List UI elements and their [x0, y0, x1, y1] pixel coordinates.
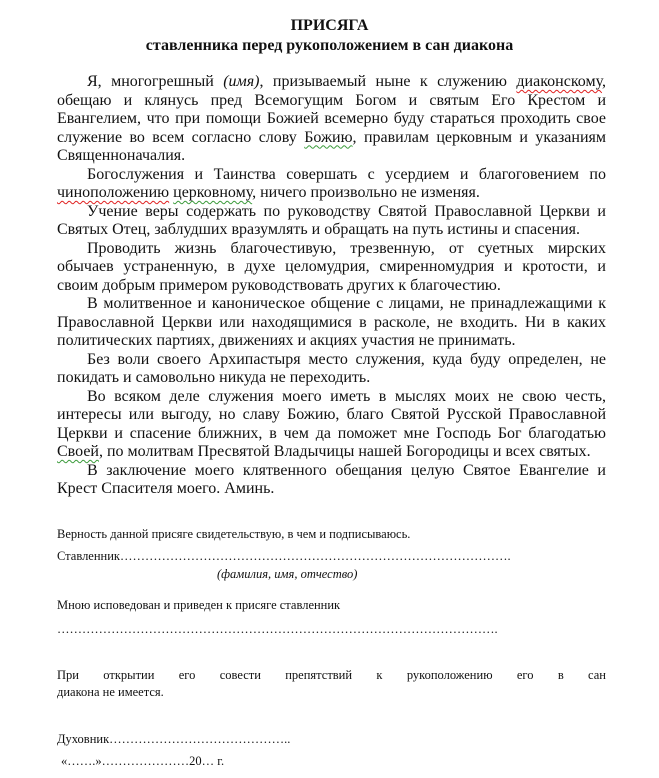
- text-line: [57, 221, 606, 240]
- candidate-signature-line: Ставленник………………………………………………………………………………….: [57, 549, 511, 563]
- text-segment: Евангелием, что при помощи Божией всемерно буду стараться проходить свое: [57, 110, 606, 127]
- text-segment: Православной Церкви или находящимися в расколе, не входить. Ни в каких: [57, 313, 606, 331]
- text-segment: своим добрым примером руководствовать других к благочестию.: [57, 276, 501, 294]
- text-segment: Учение веры содержать по руководству Святой Православной Церкви и: [87, 202, 606, 220]
- date-line: «…….»…………………20… г.: [61, 754, 225, 768]
- document-subtitle: ставленника перед рукоположением в сан диакона: [145, 37, 514, 54]
- text-segment: , правилам церковным и указаниям: [352, 128, 606, 146]
- text-line: [57, 277, 606, 296]
- text-line: [57, 351, 606, 370]
- text-segment: политических партиях, движениях и акциях участия не принимать.: [57, 332, 516, 349]
- text-segment: Церкви и спасение ближних, в чем да поможет мне Господь Бог благодатью: [57, 424, 606, 442]
- text-line: [57, 332, 606, 351]
- paragraph: [57, 351, 606, 388]
- text-line: [57, 314, 606, 333]
- paragraph: [57, 388, 606, 462]
- text-segment: , по молитвам Пресвятой Владычицы нашей Богородицы и всех святых.: [98, 443, 591, 460]
- paragraph: [57, 462, 606, 499]
- text-segment: В заключение моего клятвенного обещания целую Святое Евангелие и: [87, 461, 606, 479]
- text-segment: покидать и самовольно никуда не переходить.: [57, 369, 371, 386]
- text-segment: обещаю и клянусь пред Всемогущим Богом и святым Его Крестом и: [57, 91, 606, 109]
- witness-text: Верность данной присяге свидетельствую, в чем и подписываюсь.: [57, 527, 411, 541]
- text-segment: Без воли своего Архипастыря место служения, куда буду определен, не: [87, 350, 606, 368]
- text-segment: ,: [602, 73, 606, 90]
- spellcheck-marked-word: Божию: [304, 128, 353, 146]
- text-segment: Крест Спасителя моего. Аминь.: [57, 480, 275, 497]
- spellcheck-marked-word: Своей: [57, 443, 99, 460]
- name-placeholder: (имя): [223, 73, 260, 90]
- text-line: [57, 258, 606, 277]
- text-line: [57, 92, 606, 111]
- paragraph: [57, 203, 606, 240]
- spellcheck-marked-word: диаконскому: [516, 73, 602, 90]
- text-line: [57, 480, 606, 499]
- text-segment: , призываемый ныне к служению: [259, 73, 517, 90]
- spellcheck-marked-word: церковному: [173, 184, 253, 201]
- candidate-name-blank: …………………………………………………………………………………………….: [57, 622, 498, 636]
- text-line: [57, 425, 606, 444]
- text-segment: Я, многогрешный: [87, 73, 224, 90]
- text-line: [57, 110, 606, 129]
- text-line: [57, 203, 606, 222]
- text-line: [57, 443, 606, 462]
- paragraph: [57, 73, 606, 166]
- text-line: [57, 369, 606, 388]
- text-segment: , ничего произвольно не изменяя.: [252, 184, 480, 201]
- spellcheck-marked-word: чиноположению: [57, 184, 170, 201]
- text-segment: интересы или выгоду, но славу Божию, благо Святой Русской Православной: [57, 406, 606, 423]
- no-obstacles-text: При открытии его совести препятствий к рукоположению его в сан: [57, 668, 606, 682]
- text-segment: Святых Отец, заблудших вразумлять и обращать на путь истины и спасения.: [57, 221, 581, 238]
- text-line: [57, 240, 606, 259]
- text-segment: Священноначалия.: [57, 147, 186, 164]
- text-line: [57, 129, 606, 148]
- text-line: [57, 184, 606, 203]
- confessor-statement: Мною исповедован и приведен к присяге ставленник: [57, 598, 341, 612]
- text-segment: служение во всем согласно слову: [57, 128, 305, 146]
- paragraph: [57, 295, 606, 351]
- text-segment: Богослужения и Таинства совершать с усердием и благоговением по: [87, 165, 606, 183]
- confessor-signature-line: Духовник……………………………………..: [57, 732, 291, 746]
- text-segment: Проводить жизнь благочестивую, трезвенную, от суетных мирских: [87, 239, 606, 257]
- text-line: [57, 462, 606, 481]
- paragraph: [57, 166, 606, 203]
- oath-body: [57, 73, 606, 499]
- paragraph: [57, 240, 606, 296]
- text-line: [57, 295, 606, 314]
- text-line: [57, 388, 606, 407]
- no-obstacles-text-end: диакона не имеется.: [57, 685, 164, 699]
- text-line: [57, 166, 606, 185]
- text-segment: обычаев устраненную, в духе целомудрия, смиренномудрия и кротости, и: [57, 258, 606, 275]
- text-line: [57, 406, 606, 425]
- text-line: [57, 147, 606, 166]
- text-segment: Во всяком деле служения моего иметь в мыслях моих не свою честь,: [87, 387, 606, 405]
- text-line: [57, 73, 606, 92]
- text-segment: В молитвенное и каноническое общение с лицами, не принадлежащими к: [87, 295, 606, 312]
- name-hint: (фамилия, имя, отчество): [217, 567, 358, 581]
- document-title: ПРИСЯГА: [290, 17, 369, 34]
